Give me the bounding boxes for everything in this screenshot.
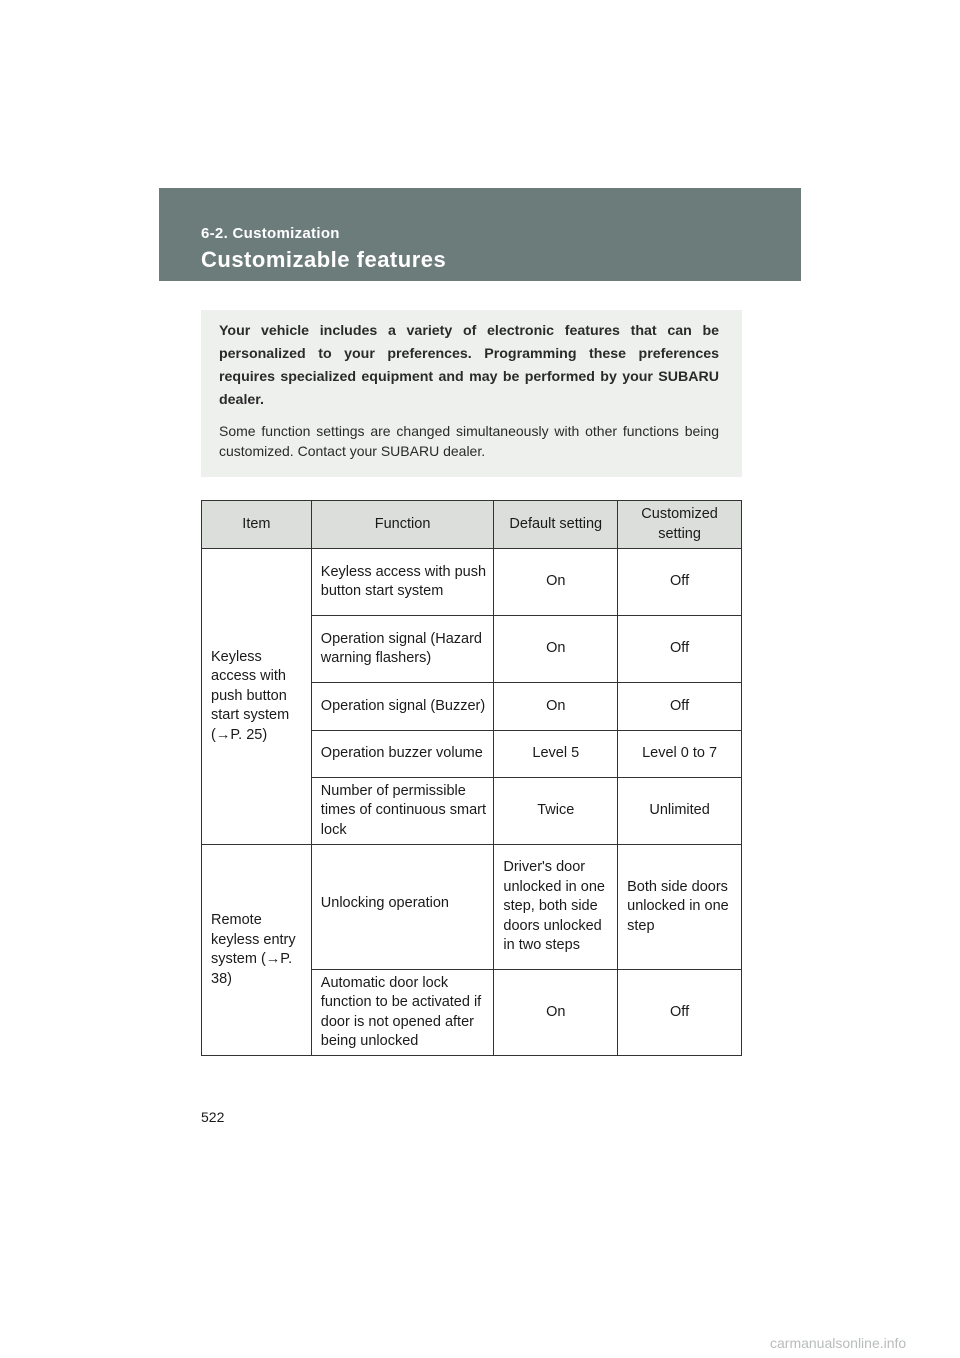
header-default: Default setting (494, 501, 618, 549)
custom-cell: Off (618, 616, 742, 683)
function-cell: Operation buzzer volume (311, 731, 494, 778)
features-table (201, 500, 742, 1056)
default-cell: On (494, 970, 618, 1056)
default-cell: On (494, 616, 618, 683)
table-header-row (202, 501, 742, 549)
custom-cell: Off (618, 970, 742, 1056)
watermark: carmanualsonline.info (770, 1335, 907, 1351)
table-row (202, 549, 742, 616)
custom-cell: Unlimited (618, 778, 742, 845)
default-cell: Twice (494, 778, 618, 845)
item-cell: Remote keyless entry system (→P. 38) (202, 845, 312, 1056)
page-number: 522 (201, 1109, 225, 1125)
function-cell: Number of permissible times of continuous smart lock (311, 778, 494, 845)
custom-cell: Off (618, 683, 742, 731)
default-cell: On (494, 683, 618, 731)
custom-cell: Level 0 to 7 (618, 731, 742, 778)
function-cell: Keyless access with push button start system (311, 549, 494, 616)
function-cell: Operation signal (Buzzer) (311, 683, 494, 731)
table-row (202, 845, 742, 970)
item-cell: Keyless access with push button start system (→P. 25) (202, 549, 312, 845)
custom-cell: Off (618, 549, 742, 616)
intro-lead: Your vehicle includes a variety of electronic features that can be personalized to your preferences. Programming these preferences requires specialized equipment and may be performed by your SUBARU dealer. (219, 323, 719, 408)
chapter-header (159, 188, 801, 281)
intro-note: Some function settings are changed simultaneously with other functions being customized. Contact your SUBARU dealer. (219, 423, 719, 459)
function-cell: Unlocking operation (311, 845, 494, 970)
function-cell: Operation signal (Hazard warning flashers) (311, 616, 494, 683)
function-cell: Automatic door lock function to be activated if door is not opened after being unlocked (311, 970, 494, 1056)
default-cell: Level 5 (494, 731, 618, 778)
header-customized: Customized setting (618, 501, 742, 549)
default-cell: On (494, 549, 618, 616)
page-title: Customizable features (201, 247, 447, 272)
section-label: 6-2. Customization (201, 225, 340, 242)
default-cell: Driver's door unlocked in one step, both side doors unlocked in two steps (494, 845, 618, 970)
custom-cell: Both side doors unlocked in one step (618, 845, 742, 970)
header-function: Function (311, 501, 494, 549)
intro-box (201, 310, 742, 477)
header-item: Item (202, 501, 312, 549)
